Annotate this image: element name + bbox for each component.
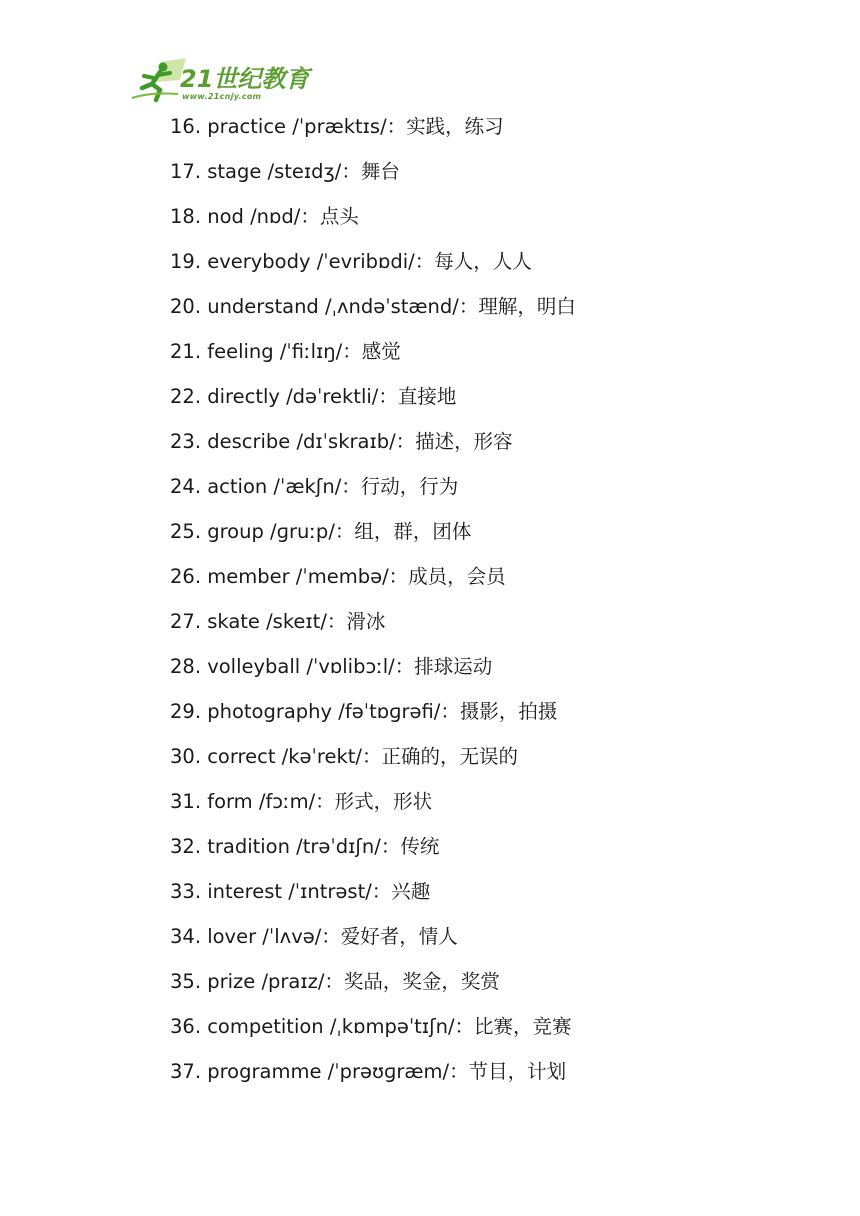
vocab-item: 33. interest /ˈɪntrəst/：兴趣	[170, 880, 431, 903]
vocab-item: 37. programme /ˈprəʊɡræm/：节目，计划	[170, 1060, 567, 1083]
vocab-item: 28. volleyball /ˈvɒlibɔːl/：排球运动	[170, 655, 493, 678]
vocab-item: 34. lover /ˈlʌvə/：爱好者，情人	[170, 925, 458, 948]
vocab-item: 35. prize /praɪz/：奖品，奖金，奖赏	[170, 970, 500, 993]
vocab-item: 20. understand /ˌʌndəˈstænd/：理解，明白	[170, 295, 576, 318]
vocab-item: 16. practice /ˈpræktɪs/：实践，练习	[170, 115, 504, 138]
vocab-item: 18. nod /nɒd/：点头	[170, 205, 359, 228]
vocab-item: 25. group /ɡruːp/：组，群，团体	[170, 520, 472, 543]
vocab-item: 30. correct /kəˈrekt/：正确的，无误的	[170, 745, 519, 768]
vocabulary-list	[170, 113, 576, 1103]
site-logo	[130, 58, 310, 106]
vocab-item: 32. tradition /trəˈdɪʃn/：传统	[170, 835, 440, 858]
vocab-item: 29. photography /fəˈtɒɡrəfi/：摄影，拍摄	[170, 700, 558, 723]
vocab-item: 36. competition /ˌkɒmpəˈtɪʃn/：比赛，竞赛	[170, 1015, 572, 1038]
logo-url: www.21cnjy.com	[182, 92, 262, 101]
vocab-item: 27. skate /skeɪt/：滑冰	[170, 610, 386, 633]
logo-text: 21世纪教育	[180, 65, 310, 93]
vocab-item: 23. describe /dɪˈskraɪb/：描述，形容	[170, 430, 513, 453]
vocab-item: 22. directly /dəˈrektli/：直接地	[170, 385, 457, 408]
vocab-item: 17. stage /steɪdʒ/：舞台	[170, 160, 400, 183]
vocab-item: 26. member /ˈmembə/：成员，会员	[170, 565, 506, 588]
vocab-item: 19. everybody /ˈevribɒdi/：每人，人人	[170, 250, 532, 273]
vocab-item: 31. form /fɔːm/：形式，形状	[170, 790, 433, 813]
vocab-item: 21. feeling /ˈfiːlɪŋ/：感觉	[170, 340, 401, 363]
vocab-item: 24. action /ˈækʃn/：行动，行为	[170, 475, 459, 498]
